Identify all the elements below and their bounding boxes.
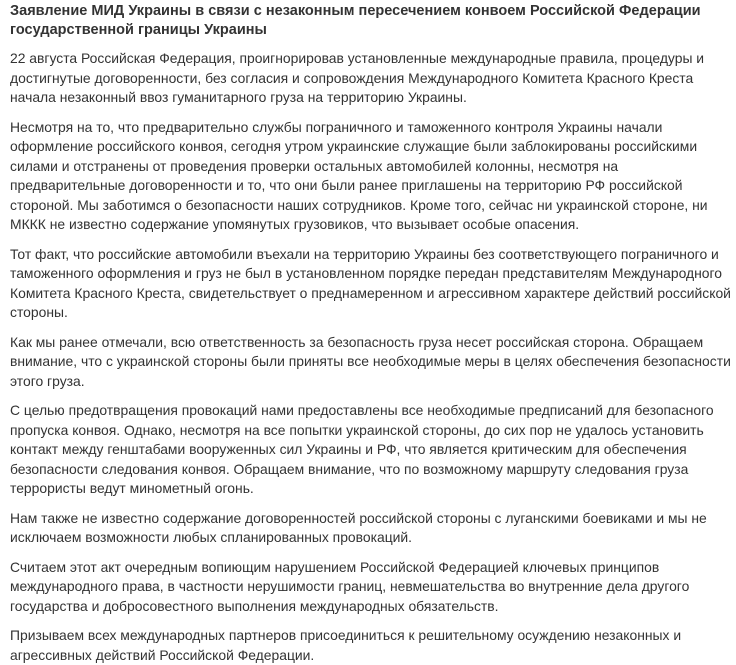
paragraph-2: Несмотря на то, что предварительно службы пограничного и таможенного контроля Украины начали оформление российского конвоя, сегодня утром украинские служащие были заблокированы российскими силами и отстранены от проведения проверки остальных автомобилей колонны, несмотря на предварительные договоренности и то, что они были ранее приглашены на территорию РФ российской стороной. Мы заботимся о безопасности наших сотрудников. Кроме того, сейчас ни украинской стороне, ни МККК не известно содержание упомянутых грузовиков, что вызывает особые опасения.: [10, 118, 708, 232]
paragraph-8: Призываем всех международных партнеров присоединиться к решительному осуждению незаконных и агрессивных действий Российской Федерации.: [10, 627, 682, 663]
paragraph-7: Считаем этот акт очередным вопиющим нарушением Российской Федерацией ключевых принципов международного права, в частности нерушимости границ, невмешательства во внутренние дела другого государства и добросовестного выполнения международных обязательств.: [10, 558, 690, 614]
paragraph-1: 22 августа Российская Федерация, проигнорировав установленные международные правила, процедуры и достигнутые договоренности, без согласия и сопровождения Международного Комитета Красного Креста начала незаконный ввоз гуманитарного груза на территорию Украины.: [10, 50, 705, 105]
paragraph-5: С целью предотвращения провокаций нами предоставлены все необходимые предписаний для безопасного пропуска конвоя. Однако, несмотря на все попытки украинской стороны, до сих пор не удалось установить контакт между генштабами вооруженных сил Украины и РФ, что является критическим для обеспечения безопасности следования конвоя. Обращаем внимание, что по возможному маршруту следования груза террористы ведут минометный огонь.: [10, 402, 714, 496]
paragraph-4: Как мы ранее отмечали, всю ответственность за безопасность груза несет российская сторона. Обращаем внимание, что с украинской стороны были приняты все необходимые меры в целях обеспечения безопасности этого груза.: [10, 333, 731, 389]
paragraph-6: Нам также не известно содержание договоренностей российской стороны с луганскими боевиками и мы не исключаем возможности любых спланированных провокаций.: [10, 509, 707, 545]
statement-title: Заявление МИД Украины в связи с незаконным пересечением конвоем Российской Федерации государственной границы Украины: [10, 3, 701, 38]
paragraph-3: Тот факт, что российские автомобили въехали на территорию Украины без соответствующего пограничного и таможенного оформления и груз не был в установленном порядке передан представителям Международного Комитета Красного Креста, свидетельствует о преднамеренном и агрессивном характере действий российской стороны.: [10, 245, 731, 320]
